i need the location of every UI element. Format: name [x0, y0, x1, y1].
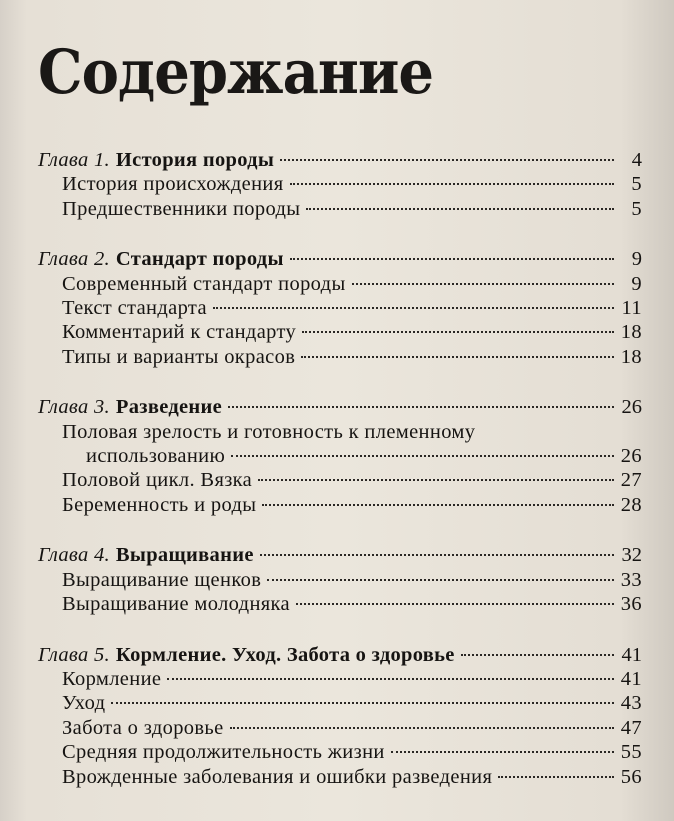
dot-leader	[213, 307, 614, 309]
page-title: Содержание	[38, 36, 434, 109]
entry-title: Беременность и роды	[62, 493, 257, 516]
toc-entry[interactable]	[38, 568, 642, 592]
chapter-label: Глава 5.	[38, 643, 110, 666]
entry-title: Современный стандарт породы	[62, 272, 346, 295]
entry-title-line2: использованию	[86, 445, 226, 468]
chapter-label: Глава 4.	[38, 544, 110, 567]
chapter-heading[interactable]	[38, 148, 642, 172]
page-number: 56	[620, 765, 642, 788]
toc-entry[interactable]	[38, 172, 642, 196]
entry-title-line1[interactable]: Половая зрелость и готовность к племенному	[62, 420, 476, 443]
page-number: 5	[631, 173, 642, 196]
entry-title: Комментарий к стандарту	[62, 321, 297, 344]
chapter-heading[interactable]	[38, 643, 642, 667]
toc-entry[interactable]	[38, 765, 642, 789]
dot-leader	[262, 504, 614, 506]
dot-leader	[260, 554, 614, 556]
page-number: 11	[621, 297, 642, 320]
dot-leader	[301, 356, 614, 358]
entry-title: Забота о здоровье	[62, 716, 224, 739]
dot-leader	[290, 183, 614, 185]
page-number: 47	[620, 716, 642, 739]
page-number: 32	[621, 544, 642, 567]
dot-leader	[258, 479, 614, 481]
entry-title: Типы и варианты окрасов	[62, 345, 296, 368]
toc-entry[interactable]	[38, 296, 642, 320]
chapter-heading[interactable]	[38, 395, 642, 419]
toc-entry[interactable]	[38, 197, 642, 221]
dot-leader	[296, 603, 614, 605]
toc-entry[interactable]	[38, 716, 642, 740]
toc-entry[interactable]	[38, 493, 642, 517]
dot-leader	[267, 579, 614, 581]
chapter-1	[38, 148, 642, 221]
toc-entry[interactable]	[38, 592, 642, 616]
chapter-label: Глава 2.	[38, 248, 110, 271]
entry-title: Врожденные заболевания и ошибки разведения	[62, 765, 493, 788]
toc-entry[interactable]	[38, 272, 642, 296]
entry-title: Выращивание щенков	[62, 568, 262, 591]
toc-entry[interactable]	[38, 667, 642, 691]
chapter-title: История породы	[115, 149, 275, 171]
entry-title: Средняя продолжительность жизни	[62, 741, 385, 764]
entry-title: Уход	[62, 692, 106, 715]
dot-leader	[111, 702, 614, 704]
page-number: 36	[620, 593, 642, 616]
page-number: 9	[631, 272, 642, 295]
toc-entry[interactable]	[38, 691, 642, 715]
chapter-title: Выращивание	[115, 544, 254, 567]
page-number: 5	[631, 197, 642, 220]
chapter-label: Глава 1.	[38, 149, 110, 171]
page-number: 33	[620, 568, 642, 591]
entry-title: Половой цикл. Вязка	[62, 469, 253, 492]
chapter-4	[38, 543, 642, 616]
dot-leader	[167, 678, 614, 680]
entry-title: Выращивание молодняка	[62, 593, 290, 616]
entry-title: Предшественники породы	[62, 197, 301, 220]
page-number: 18	[620, 321, 642, 344]
page-number: 4	[631, 149, 642, 171]
page-number: 41	[620, 667, 642, 690]
dot-leader	[280, 159, 614, 161]
page-number: 43	[620, 692, 642, 715]
entry-title: Кормление	[62, 667, 162, 690]
page-number: 55	[620, 741, 642, 764]
chapter-heading[interactable]	[38, 247, 642, 271]
dot-leader	[498, 776, 614, 778]
chapter-label: Глава 3.	[38, 396, 110, 419]
page-number: 9	[631, 248, 642, 271]
dot-leader	[290, 258, 614, 260]
toc-entry[interactable]	[38, 444, 642, 468]
page-number: 26	[620, 445, 642, 468]
dot-leader	[230, 727, 614, 729]
chapter-title: Стандарт породы	[115, 248, 284, 271]
chapter-5	[38, 643, 642, 789]
dot-leader	[231, 455, 614, 457]
dot-leader	[391, 751, 614, 753]
dot-leader	[461, 654, 614, 656]
chapter-title: Разведение	[115, 396, 223, 419]
toc-entry[interactable]	[38, 740, 642, 764]
toc-entry[interactable]	[38, 345, 642, 369]
chapter-2	[38, 247, 642, 369]
dot-leader	[228, 406, 614, 408]
dot-leader	[352, 283, 614, 285]
dot-leader	[302, 331, 614, 333]
toc-entry[interactable]	[38, 320, 642, 344]
page-number: 28	[620, 493, 642, 516]
page-number: 27	[620, 469, 642, 492]
page-number: 26	[621, 396, 642, 419]
entry-title: Текст стандарта	[62, 297, 207, 320]
dot-leader	[306, 208, 614, 210]
chapter-3	[38, 395, 642, 517]
entry-title: История происхождения	[62, 173, 284, 196]
chapter-title: Кормление. Уход. Забота о здоровье	[115, 643, 455, 666]
chapter-heading[interactable]	[38, 543, 642, 567]
page-number: 18	[620, 345, 642, 368]
table-of-contents	[38, 148, 642, 815]
toc-entry[interactable]	[38, 468, 642, 492]
page-number: 41	[621, 643, 642, 666]
